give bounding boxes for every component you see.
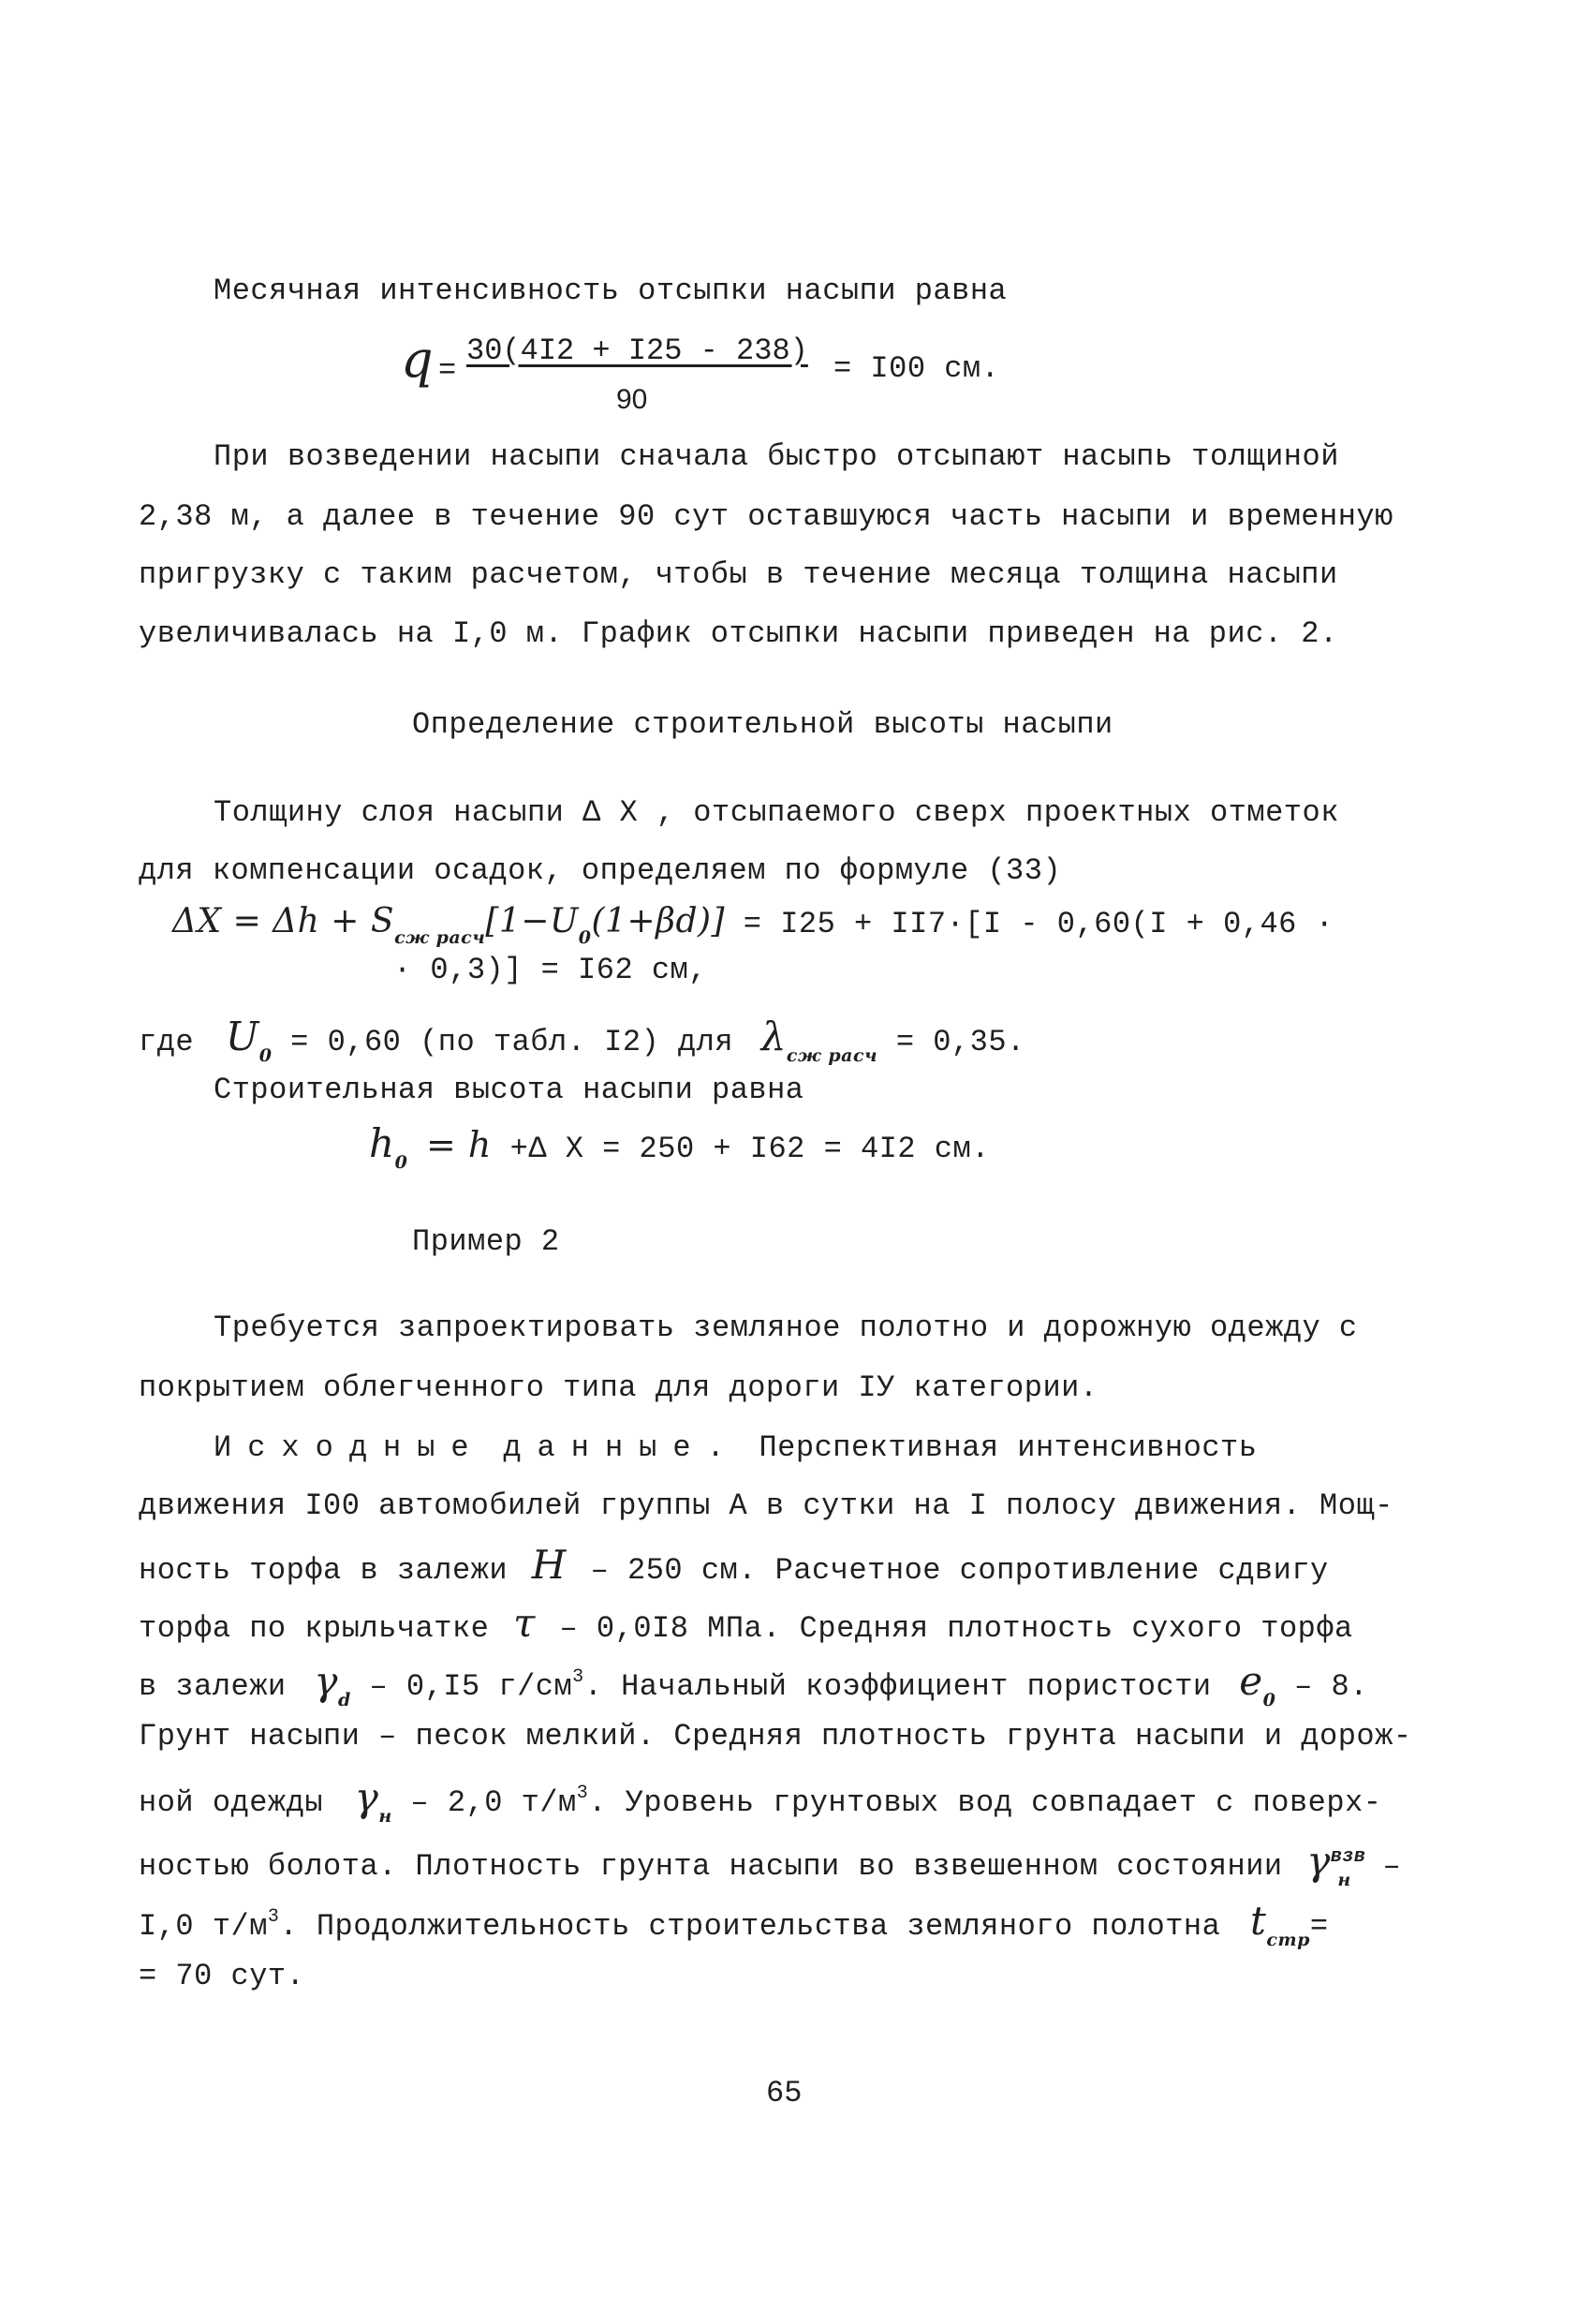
text-line: для компенсации осадок, определяем по формуле (33) [139,853,1062,888]
symbol-h: H [531,1542,567,1588]
symbol-sub: н [378,1806,392,1827]
text-line [139,1838,1402,1890]
text-span: = [1309,1909,1329,1944]
text-span: – 250 см. Расчетное сопротивление сдвигу [590,1553,1329,1588]
symbol-gamma: γ [314,1658,338,1704]
page-number: 65 [766,2076,803,2110]
where-end: = 0,35. [895,1025,1025,1059]
superscript: 3 [267,1906,280,1928]
formula-dx-s-sub: сж расч [394,927,486,948]
symbol-sub: 0 [1262,1690,1276,1710]
where-mid: = 0,60 (по табл. I2) для [290,1025,734,1059]
where-prefix: где [139,1025,195,1059]
where-lambda-sub: сж расч [786,1045,878,1066]
formula-dx-bracket: [1−U [485,902,579,940]
text-span: ность торфа в залежи [139,1553,509,1588]
text-span: в залежи [139,1669,287,1704]
section-heading: Пример 2 [412,1224,560,1259]
text-line: пригрузку с таким расчетом, чтобы в течение месяца толщина насыпи [139,557,1338,592]
where-u: U [225,1014,259,1059]
formula-dx-u-sub: 0 [578,927,592,948]
superscript: 3 [572,1666,584,1688]
formula-numerator: 30(4I2 + I25 - 238) [466,333,808,368]
text-span: – 2,0 т/м [410,1785,577,1820]
symbol-e: e [1239,1658,1263,1704]
text-line: 2,38 м, а далее в течение 90 сут оставшуюся часть насыпи и временную [139,499,1393,534]
text-span: ной одежды [139,1785,324,1820]
text-span: ностью болота. Плотность грунта насыпи во взвешенном состоянии [139,1849,1283,1884]
text-span: – 8. [1294,1669,1368,1704]
text-line [139,1542,1329,1588]
text-span: торфа по крыльчатке [139,1611,490,1646]
formula-symbol: q [401,330,434,389]
text-line [139,1774,1382,1827]
text-span: Перспективная интенсивность [759,1430,1258,1465]
text-span: I,0 т/м [139,1909,268,1944]
formula-dx-line2: · 0,3)] = I62 см, [393,953,707,987]
symbol-sub: d [337,1690,351,1710]
text-line: Требуется запроектировать земляное полотно и дорожную одежду с [214,1310,1358,1345]
text-span: . Уровень грунтовых вод совпадает с поверх- [588,1785,1382,1820]
formula-result: = I00 см. [833,351,1000,386]
text-span: – 0,I5 г/см [369,1669,573,1704]
text-line [139,1600,1353,1646]
symbol-t: t [1250,1898,1267,1944]
formula-denominator: 90 [616,384,648,415]
equals-sign: = [438,353,457,388]
formula-dx-rest: (1+βd)] [591,902,726,940]
text-line [214,1430,1258,1465]
spaced-word: данные. [503,1430,741,1465]
formula-h0-rest: +Δ X = 250 + I62 = 4I2 см. [509,1132,990,1166]
where-lambda: λ [760,1014,787,1059]
symbol-tau: τ [513,1600,536,1646]
section-heading: Определение строительной высоты насыпи [412,707,1113,742]
text-span: . Начальный коэффициент пористости [583,1669,1212,1704]
symbol-gamma: γ [1306,1838,1331,1884]
text-line: Месячная интенсивность отсыпки насыпи равна [214,274,1008,308]
text-line [139,1658,1368,1710]
formula-h0-eq: = h [426,1124,492,1165]
text-line: Строительная высота насыпи равна [214,1073,804,1107]
symbol-sub: стр [1266,1930,1310,1950]
text-line: движения I00 автомобилей группы А в сутки на I полосу движения. Мощ- [139,1488,1393,1523]
text-span: . Продолжительность строительства земляного полотна [279,1909,1221,1944]
superscript: 3 [576,1783,589,1804]
text-line: увеличивалась на I,0 м. График отсыпки насыпи приведен на рис. 2. [139,616,1338,651]
text-line: При возведении насыпи сначала быстро отсыпают насыпь толщиной [214,439,1339,474]
spaced-word: Исходные [214,1430,485,1465]
text-line [139,1898,1329,1950]
superscript: взв [1330,1846,1366,1868]
formula-dx [172,902,1334,948]
formula-h0-sub: 0 [394,1152,408,1173]
where-u-sub: 0 [258,1045,273,1066]
text-line: покрытием облегченного типа для дороги IУ категории. [139,1370,1098,1405]
text-line: = 70 сут. [139,1959,305,1993]
text-line: Грунт насыпи – песок мелкий. Средняя плотность грунта насыпи и дорож- [139,1719,1412,1754]
text-line: Толщину слоя насыпи Δ X , отсыпаемого сверх проектных отметок [214,795,1339,830]
where-line [139,1014,1025,1066]
symbol-sub: н [1337,1870,1351,1890]
text-span: – [1382,1849,1402,1884]
formula-h0-h: h [369,1120,395,1166]
formula-dx-value: = I25 + II7·[I - 0,60(I + 0,46 · [743,907,1334,941]
formula-h0 [369,1120,990,1173]
text-span: – 0,0I8 МПа. Средняя плотность сухого торфа [559,1611,1353,1646]
formula-dx-lhs: ΔX = Δh + S [172,902,395,940]
symbol-gamma: γ [354,1774,379,1820]
